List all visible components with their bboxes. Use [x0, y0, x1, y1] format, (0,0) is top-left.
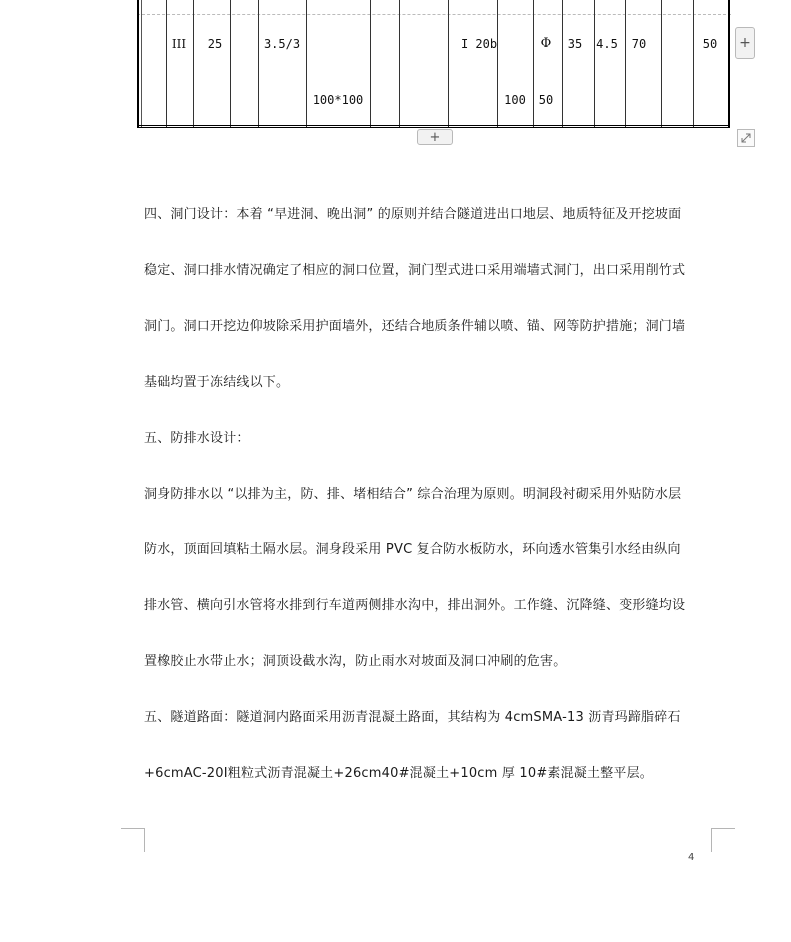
cell-value: 70 — [631, 37, 647, 51]
table-column-line — [693, 0, 694, 128]
table-border-right — [728, 0, 730, 128]
table-column-line — [399, 0, 400, 128]
table-column-line — [230, 0, 231, 128]
table-column-line — [306, 0, 307, 128]
table-resize-handle[interactable] — [737, 129, 755, 147]
table-border-bottom — [137, 125, 730, 126]
table-column-line — [533, 0, 534, 128]
paragraph-line: 洞门。洞口开挖边仰坡除采用护面墙外，还结合地质条件辅以喷、锚、网等防护措施；洞门墙 — [144, 319, 686, 334]
table-column-line — [594, 0, 595, 128]
cell-mesh: 100*100 — [312, 93, 364, 107]
paragraph-line: +6cmAC-20Ⅰ粗粒式沥青混凝土+26cm40#混凝土+10cm 厚 10#素混凝土整平层。 — [144, 766, 654, 781]
paragraph-line: 排水管、横向引水管将水排到行车道两侧排水沟中，排出洞外。工作缝、沉降缝、变形缝均设 — [144, 598, 686, 613]
parameter-table[interactable] — [137, 0, 731, 128]
add-column-button[interactable] — [735, 27, 755, 59]
margin-corner-mark-left — [121, 828, 145, 852]
paragraph-line: 置橡胶止水带止水；洞顶设截水沟，防止雨水对坡面及洞口冲刷的危害。 — [144, 654, 567, 669]
cell-phi-symbol: Φ — [540, 36, 552, 51]
plus-icon: + — [739, 35, 751, 51]
table-row-divider — [137, 14, 731, 15]
table-column-line — [625, 0, 626, 128]
margin-corner-mark-right — [711, 828, 735, 852]
table-column-line — [193, 0, 194, 128]
table-column-line — [370, 0, 371, 128]
plus-icon: + — [429, 129, 441, 145]
table-column-line — [497, 0, 498, 128]
table-border-left-inner — [141, 0, 142, 128]
resize-icon — [738, 130, 754, 146]
cell-value: 35 — [567, 37, 583, 51]
paragraph-line: 四、洞门设计：本着 “早进洞、晚出洞” 的原则并结合隧道进出口地层、地质特征及开挖坡面 — [144, 207, 682, 222]
table-column-line — [166, 0, 167, 128]
paragraph-line: 基础均置于冻结线以下。 — [144, 375, 290, 390]
cell-steel-type: I 20b — [460, 37, 498, 51]
cell-bar: 50 — [538, 93, 554, 107]
cell-grade: III — [171, 37, 187, 51]
table-border-bottom-outer — [137, 127, 730, 128]
section-heading: 五、防排水设计： — [144, 431, 250, 446]
cell-value: 3.5/3 — [263, 37, 301, 51]
add-row-button[interactable] — [417, 129, 453, 145]
paragraph-line: 洞身防排水以 “以排为主，防、排、堵相结合” 综合治理为原则。明洞段衬砌采用外贴防水层 — [144, 487, 682, 502]
cell-value: 25 — [207, 37, 223, 51]
page-number: 4 — [688, 852, 695, 863]
table-border-left — [137, 0, 139, 128]
paragraph-line: 五、隧道路面：隧道洞内路面采用沥青混凝土路面，其结构为 4cmSMA-13 沥青玛蹄脂碎石 — [144, 710, 681, 725]
table-column-line — [258, 0, 259, 128]
table-column-line — [661, 0, 662, 128]
paragraph-line: 防水，顶面回填粘土隔水层。洞身段采用 PVC 复合防水板防水，环向透水管集引水经由纵向 — [144, 542, 681, 557]
paragraph-line: 稳定、洞口排水情况确定了相应的洞口位置，洞门型式进口采用端墙式洞门，出口采用削竹式 — [144, 263, 686, 278]
cell-value: 50 — [702, 37, 718, 51]
cell-spacing: 100 — [504, 93, 526, 107]
table-column-line — [562, 0, 563, 128]
cell-value: 4.5 — [596, 37, 618, 51]
table-column-line — [448, 0, 449, 128]
